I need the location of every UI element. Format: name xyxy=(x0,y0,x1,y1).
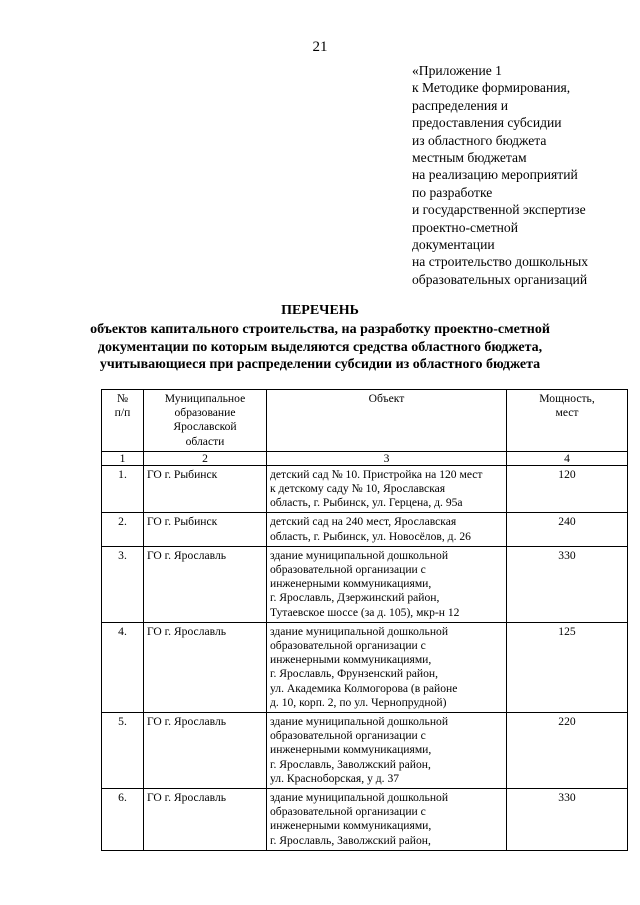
document-subtitle xyxy=(0,321,640,374)
object-line: г. Ярославль, Фрунзенский район, xyxy=(270,667,438,681)
appendix-line: по разработке xyxy=(412,184,493,200)
appendix-line: из областного бюджета xyxy=(412,132,547,148)
object-line: инженерными коммуникациями, xyxy=(270,577,432,591)
row-capacity: 330 xyxy=(507,789,628,851)
object-line: здание муниципальной дошкольной xyxy=(270,548,449,562)
row-municipality: ГО г. Ярославль xyxy=(144,622,267,712)
object-line: образовательной организации с xyxy=(270,563,426,577)
appendix-line: распределения и xyxy=(412,97,509,113)
header-capacity xyxy=(507,390,628,452)
object-line: Тутаевское шоссе (за д. 105), мкр-н 12 xyxy=(270,605,460,619)
header-line: образование xyxy=(174,406,236,420)
object-line: г. Ярославль, Дзержинский район, xyxy=(270,591,440,605)
object-line: д. 10, корп. 2, по ул. Чернопрудной) xyxy=(270,695,447,709)
appendix-line: к Методике формирования, xyxy=(412,80,571,96)
object-line: образовательной организации с xyxy=(270,639,426,653)
object-line: здание муниципальной дошкольной xyxy=(270,791,449,805)
row-capacity: 220 xyxy=(507,713,628,789)
table-row xyxy=(102,789,628,851)
object-line: здание муниципальной дошкольной xyxy=(270,624,449,638)
header-line: области xyxy=(185,434,225,448)
document-title: ПЕРЕЧЕНЬ xyxy=(281,303,359,318)
object-line: ул. Академика Колмогорова (в районе xyxy=(270,681,458,695)
object-line: инженерными коммуникациями, xyxy=(270,743,432,757)
table-header-row xyxy=(102,390,628,452)
row-capacity: 240 xyxy=(507,513,628,546)
object-line: инженерными коммуникациями, xyxy=(270,819,432,833)
row-object xyxy=(267,513,507,546)
row-object xyxy=(267,622,507,712)
row-number: 5. xyxy=(102,713,144,789)
appendix-line: местным бюджетам xyxy=(412,150,527,166)
column-index: 1 xyxy=(102,451,144,465)
subtitle-line: документации по которым выделяются средства областного бюджета, xyxy=(97,339,543,355)
header-line: п/п xyxy=(114,406,131,420)
row-capacity: 120 xyxy=(507,465,628,513)
row-object xyxy=(267,789,507,851)
appendix-line: образовательных организаций xyxy=(412,271,588,287)
appendix-line: и государственной экспертизе xyxy=(412,202,586,218)
column-index-row xyxy=(102,451,628,465)
objects-table xyxy=(101,389,628,851)
appendix-line: на реализацию мероприятий xyxy=(412,167,578,183)
header-line: Ярославской xyxy=(173,420,237,434)
row-object xyxy=(267,546,507,622)
row-capacity: 330 xyxy=(507,546,628,622)
object-line: детский сад № 10. Пристройка на 120 мест xyxy=(270,467,483,481)
row-object xyxy=(267,465,507,513)
row-number: 4. xyxy=(102,622,144,712)
appendix-line: «Приложение 1 xyxy=(412,63,502,78)
object-line: здание муниципальной дошкольной xyxy=(270,715,449,729)
appendix-line: документации xyxy=(412,237,495,253)
object-line: область, г. Рыбинск, ул. Герцена, д. 95а xyxy=(270,496,463,510)
row-municipality: ГО г. Ярославль xyxy=(144,789,267,851)
table-row xyxy=(102,546,628,622)
column-index: 2 xyxy=(144,451,267,465)
appendix-line: на строительство дошкольных xyxy=(412,254,589,270)
header-object xyxy=(267,390,507,452)
header-line: Муниципальное xyxy=(164,392,246,405)
header-municipality xyxy=(144,390,267,452)
row-number: 1. xyxy=(102,465,144,513)
row-municipality: ГО г. Рыбинск xyxy=(144,513,267,546)
object-line: г. Ярославль, Заволжский район, xyxy=(270,757,431,771)
page-number: 21 xyxy=(312,39,328,55)
object-line: детский сад на 240 мест, Ярославская xyxy=(270,515,457,529)
row-number: 2. xyxy=(102,513,144,546)
appendix-line: предоставления субсидии xyxy=(412,115,562,131)
column-index: 4 xyxy=(507,451,628,465)
row-municipality: ГО г. Рыбинск xyxy=(144,465,267,513)
header-num xyxy=(102,390,144,452)
row-municipality: ГО г. Ярославль xyxy=(144,546,267,622)
object-line: г. Ярославль, Заволжский район, xyxy=(270,833,431,847)
column-index: 3 xyxy=(267,451,507,465)
appendix-line: проектно-сметной xyxy=(412,219,518,235)
appendix-reference xyxy=(412,62,634,288)
header-line: № xyxy=(116,392,129,405)
row-municipality: ГО г. Ярославль xyxy=(144,713,267,789)
object-line: образовательной организации с xyxy=(270,805,426,819)
object-line: образовательной организации с xyxy=(270,729,426,743)
table-row xyxy=(102,713,628,789)
subtitle-line: учитывающиеся при распределении субсидии из областного бюджета xyxy=(99,357,541,372)
row-number: 3. xyxy=(102,546,144,622)
subtitle-line: объектов капитального строительства, на разработку проектно-сметной xyxy=(90,322,550,337)
table-row xyxy=(102,622,628,712)
row-object xyxy=(267,713,507,789)
object-line: область, г. Рыбинск, ул. Новосёлов, д. 26 xyxy=(270,529,471,543)
header-line: Объект xyxy=(368,392,405,405)
table-row xyxy=(102,513,628,546)
table-row xyxy=(102,465,628,513)
row-number: 6. xyxy=(102,789,144,851)
header-line: мест xyxy=(555,406,579,420)
object-line: инженерными коммуникациями, xyxy=(270,653,432,667)
object-line: к детскому саду № 10, Ярославская xyxy=(270,482,446,496)
row-capacity: 125 xyxy=(507,622,628,712)
header-line: Мощность, xyxy=(539,392,595,405)
object-line: ул. Красноборская, у д. 37 xyxy=(270,771,400,785)
